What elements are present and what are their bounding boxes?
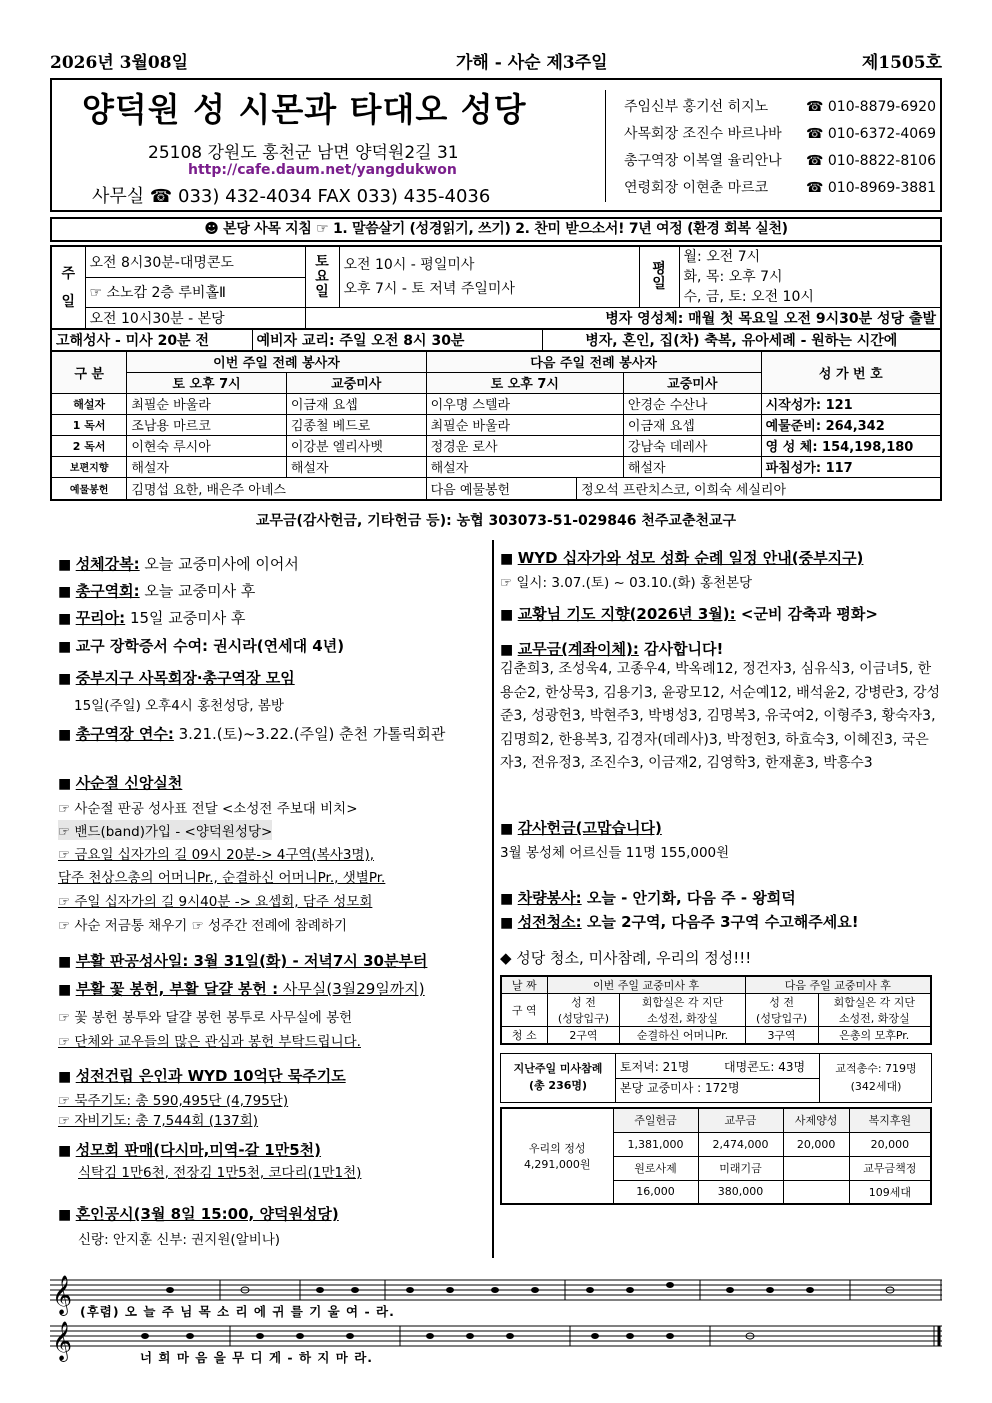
donor-list: 김춘희3, 조성욱4, 고종우4, 박옥례12, 정건자3, 심유식3, 이금녀5, 한용순2, 한상묵3, 김용기3, 윤광모12, 서순예12, 배석윤2, 강병란3, 강성준3, 성광헌3, 박현주3, 박병성3, 김명복3, 유국여2, 이형주3, 황숙자3, 김명희2, 한용복3, 김경자(데레사)3, 박정헌3, 하효숙3, 이혜진3, 국은자3, 전유정3, 조진수3, 이금재2, 김영학3, 한재훈3, 박흥수3 — [500, 661, 940, 771]
contact-row: 연령회장 이현춘 마르코 ☎ 010-8969-3881 — [624, 180, 936, 196]
blessings: 병자, 혼인, 집(차) 축복, 유아세례 - 원하는 시간에 — [542, 330, 940, 351]
table-row: 2 독서 이현숙 루시아 이강분 엘리사벳 정경운 로사 강남숙 데레사 영 성 체: 154,198,180 — [51, 435, 941, 456]
list-item: ■ 교황님 기도 지향(2026년 3월): <군비 감축과 평화> — [500, 605, 878, 623]
weekday-mass: 월: 오전 7시 화, 목: 오후 7시 수, 금, 토: 오전 10시 — [679, 246, 941, 308]
list-item: ☞ 밴드(band)가입 - <양덕원성당> — [58, 820, 272, 840]
svg-text:𝄞: 𝄞 — [52, 1321, 73, 1361]
address: 25108 강원도 홍천군 남면 양덕원2길 31 — [148, 143, 459, 163]
list-item: 15일(주일) 오후4시 홍천성당, 봄방 — [74, 698, 284, 714]
header-line — [50, 48, 942, 76]
table-row: 1 독서 조남용 마르코 김종철 베드로 최필순 바울라 이금재 요셉 예물준비: 264,342 — [51, 414, 941, 435]
contact-list — [624, 94, 936, 202]
saturday-mass: 오전 10시 - 평일미사 오후 7시 - 토 저녁 주일미사 — [339, 246, 639, 308]
liturgical-day: 가해 - 사순 제3주일 — [456, 53, 608, 73]
confession: 고해성사 - 미사 20분 전 — [52, 330, 252, 351]
list-item: ■ 부활 꽃 봉헌, 부활 달걀 봉헌 : 사무실(3월29일까지) — [58, 980, 425, 998]
church-name: 양덕원 성 시몬과 타대오 성당 — [82, 90, 527, 129]
list-item: ■ 혼인공시(3월 8일 15:00, 양덕원성당) — [58, 1205, 339, 1223]
contact-row: 사목회장 조진수 바르나바 ☎ 010-6372-4069 — [624, 126, 936, 142]
sick-communion: 병자 영성체: 매월 첫 목요일 오전 9시30분 성당 출발 — [305, 308, 941, 329]
list-item: ■ 중부지구 사목회장·총구역장 모임 — [58, 669, 295, 687]
list-item: ■ 성모회 판매(다시마,미역-갈 1만5천) — [58, 1141, 322, 1159]
sunday-mass-2: ☞ 소노캄 2층 루비홀Ⅱ — [85, 277, 305, 307]
list-item: ☞ 꽃 봉헌 봉투와 달걀 봉헌 봉투로 사무실에 봉헌 — [58, 1010, 353, 1026]
office-phone: 사무실 ☎ 033) 432-4034 FAX 033) 435-4036 — [92, 186, 491, 207]
saturday-label: 토 요 일 — [305, 246, 339, 308]
mass-schedule — [50, 245, 942, 352]
list-item: 신랑: 안지훈 신부: 권지원(알비나) — [78, 1232, 281, 1248]
list-item: ◆ 성당 청소, 미사참례, 우리의 정성!!! — [500, 949, 752, 967]
table-row: 예물봉헌 김명섭 요한, 배은주 아녜스 다음 예물봉헌 정오석 프란치스코, 이희숙 세실리아 — [51, 477, 941, 500]
liturgy-servers: 구 분 이번 주일 전례 봉사자 다음 주일 전례 봉사자 성 가 번 호 토 오후 7시 교중미사 토 오후 7시 교중미사 해설자 최필순 바울라 이금재 요셉 이우명 스텔라 안경순 수산나 시작성가: 121 1 독서 조남용 마르코 김종철 베드로 최필순 바울라 이금재 요셉 예물준비: 264,342 2 독서 이현숙 루시아 이강분 엘리사벳 정경운 로사 강남숙 데레사 영 성 체: 154,198,180 보편지향 해설자 해설자 해설자 해설자 파침성가: 117 예물봉헌 김명섭 요한, 배은주 아녜스 다음 예물봉헌 정오석 프란치스코, 이희숙 세실리아 — [50, 350, 942, 501]
sunday-mass-3: 오전 10시30분 - 본당 — [85, 308, 305, 329]
list-item: 식탁김 1만6천, 전장김 1만5천, 코다리(1만1천) — [78, 1165, 362, 1181]
table-row: 해설자 최필순 바울라 이금재 요셉 이우명 스텔라 안경순 수산나 시작성가: 121 — [51, 393, 941, 414]
cleaning-table: 날 짜 이번 주일 교중미사 후 다음 주일 교중미사 후 구 역 성 전 (성당입구) 회합실은 각 지단 소성전, 화장실 성 전 (성당입구) 회합실은 각 지단 소성전, 화장실 청 소 2구역 순결하신 어머니Pr. 3구역 은총의 모후Pr. — [500, 975, 932, 1045]
list-item: ■ 총구역장 연수: 3.21.(토)~3.22.(주일) 춘천 가톨릭회관 — [58, 725, 446, 743]
list-item: ■ 교구 장학증서 수여: 권시라(연세대 4년) — [58, 637, 345, 655]
music-score — [50, 1268, 942, 1378]
list-item: ■ 부활 판공성사일: 3월 31일(화) - 저녁7시 30분부터 — [58, 952, 428, 970]
sunday-mass-1: 오전 8시30분-대명콘도 — [85, 246, 305, 277]
list-item: ■ WYD 십자가와 성모 성화 순례 일정 안내(중부지구) — [500, 549, 864, 567]
list-item: ☞ 자비기도: 총 7,544회 (137회) — [58, 1113, 259, 1129]
issue-number: 제1505호 — [861, 53, 942, 73]
list-item: ☞ 묵주기도: 총 590,495단 (4,795단) — [58, 1093, 289, 1109]
list-item: 3월 봉성체 어르신들 11명 155,000원 — [500, 845, 730, 861]
list-item: ■ 사순절 신앙실천 — [58, 774, 183, 792]
list-item: ☞ 사순절 판공 성사표 전달 <소성전 주보대 비치> — [58, 801, 358, 817]
date: 2026년 3월08일 — [50, 53, 188, 73]
table-row: 보편지향 해설자 해설자 해설자 해설자 파침성가: 117 — [51, 456, 941, 477]
list-item: ■ 성전건립 은인과 WYD 10억단 묵주기도 — [58, 1067, 346, 1085]
list-item: ☞ 일시: 3.07.(토) ~ 03.10.(화) 홍천본당 — [500, 575, 753, 591]
list-item: ■ 총구역회: 오늘 교중미사 후 — [58, 582, 256, 600]
lyrics-line-2: 너 희 마 음 을 무 디 게 - 하 지 마 라. — [140, 1350, 374, 1365]
contact-row: 총구역장 이복열 율리안나 ☎ 010-8822-8106 — [624, 153, 936, 169]
account-info: 교무금(감사헌금, 기타헌금 등): 농협 303073-51-029846 천주교춘천교구 — [255, 513, 737, 529]
sunday-label: 주 일 — [51, 246, 85, 329]
lyrics-line-1: (후렴) 오 늘 주 님 목 소 리 에 귀 를 기 울 여 - 라. — [80, 1304, 395, 1319]
pastoral-guide: ☻ 본당 사목 지침 ☞ 1. 말씀살기 (성경읽기, 쓰기) 2. 찬미 받으소서! 7년 여정 (환경 회복 실천) — [50, 217, 942, 242]
svg-text:𝄞: 𝄞 — [52, 1275, 73, 1315]
list-item: ■ 차량봉사: 오늘 - 안기화, 다음 주 - 왕희덕 — [500, 889, 796, 907]
list-item: ■ 성체강복: 오늘 교중미사에 이어서 — [58, 555, 299, 573]
list-item: ☞ 사순 저금통 채우기 ☞ 성주간 전례에 참례하기 — [58, 918, 347, 934]
list-item: ☞ 주일 십자가의 길 9시40분 -> 요셉회, 담주 성모회 — [58, 894, 373, 910]
list-item: 담주 천상으총의 어머니Pr., 순결하신 어머니Pr., 샛별Pr. — [58, 870, 386, 886]
attendance-stats: 지난주일 미사참례 (총 236명) 토저녁: 21명 대명콘도: 43명 본당 교중미사 : 172명 교적총수: 719명 (342세대) — [500, 1053, 932, 1103]
list-item: ■ 꾸리아: 15일 교중미사 후 — [58, 609, 246, 627]
list-item: ■ 감사헌금(고맙습니다) — [500, 819, 662, 837]
masthead — [50, 78, 942, 212]
list-item: ■ 성전청소: 오늘 2구역, 다음주 3구역 수고해주세요! — [500, 913, 859, 931]
weekday-label: 평 일 — [639, 246, 679, 308]
contact-row: 주임신부 홍기선 히지노 ☎ 010-8879-6920 — [624, 99, 936, 115]
list-item: ☞ 금요일 십자가의 길 09시 20분-> 4구역(복사3명), — [58, 847, 375, 863]
offering-table: 우리의 정성 4,291,000원 주일헌금 교무금 사제양성 복지후원 1,381,000 2,474,000 20,000 20,000 원로사제 미래기금 교무금책정 16,000 380,000 109세대 — [500, 1107, 932, 1205]
list-item: ☞ 단체와 교우들의 많은 관심과 봉헌 부탁드립니다. — [58, 1034, 361, 1050]
list-item: ■ 교무금(계좌이체): 감사합니다! — [500, 640, 724, 658]
catechism: 예비자 교리: 주일 오전 8시 30분 — [252, 330, 542, 351]
cafe-link[interactable]: http://cafe.daum.net/yangdukwon — [188, 162, 457, 178]
